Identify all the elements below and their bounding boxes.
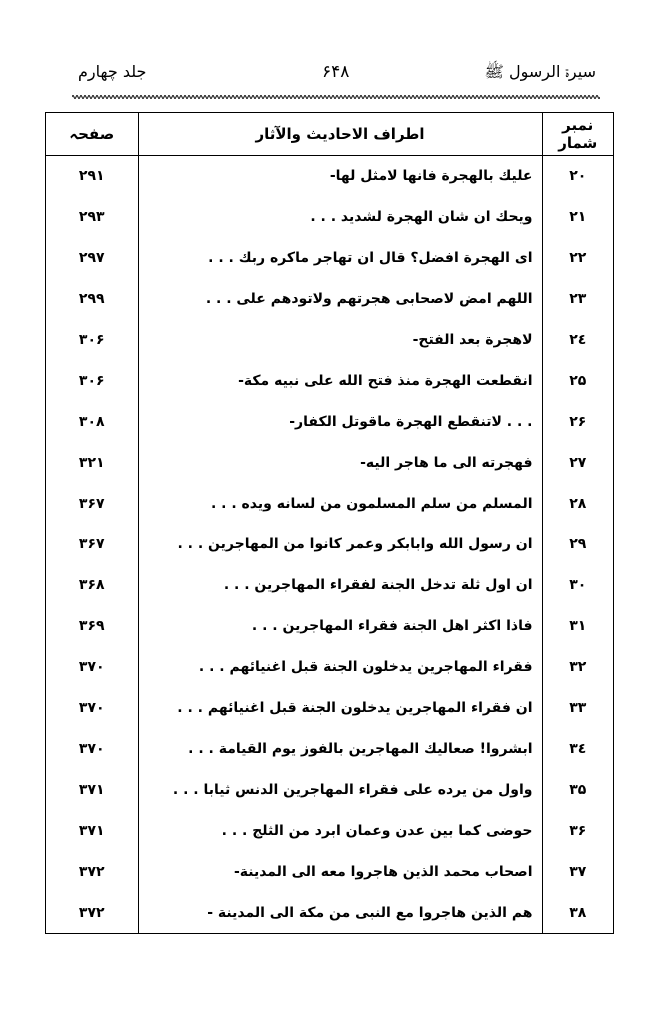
header-wavy-rule [72, 94, 600, 100]
column-header-hadith: اطراف الاحادیث والآثار [138, 113, 542, 156]
row-serial: ۳۶ [542, 810, 613, 851]
table-row [46, 442, 613, 483]
row-page: ۲۹۳ [78, 209, 105, 226]
table-row [46, 524, 613, 565]
row-serial: ۳۵ [542, 769, 613, 810]
row-serial: ۲۰ [542, 156, 613, 197]
row-serial: ۲۸ [542, 483, 613, 524]
row-serial: ۲۶ [542, 401, 613, 442]
row-hadith: حوضی کما بین عدن وعمان ابرد من الثلج . . . [138, 810, 542, 851]
table-row [46, 892, 613, 933]
row-hadith: هم الذین هاجروا مع النبی من مکة الی المدینة - [138, 892, 542, 933]
row-serial: ۲٤ [542, 320, 613, 361]
row-page: ۳۶۹ [78, 618, 105, 635]
row-serial: ۲۵ [542, 360, 613, 401]
row-page: ۳۷۰ [78, 700, 105, 717]
row-page: ۳۶۸ [78, 577, 105, 594]
row-page: ۳۷۲ [78, 863, 105, 880]
table-row [46, 851, 613, 892]
volume-label: جلد چهارم [78, 62, 147, 81]
table-row [46, 320, 613, 361]
table-row [46, 197, 613, 238]
row-serial: ۳٤ [542, 728, 613, 769]
row-page: ۲۹۱ [78, 168, 105, 185]
row-page: ۳۷۰ [78, 740, 105, 757]
row-hadith: علیك بالهجرة فانها لامثل لها- [138, 156, 542, 197]
row-page: ۳۲۱ [78, 454, 105, 471]
row-serial: ۲۱ [542, 197, 613, 238]
running-header [78, 62, 596, 90]
row-page: ۳۰۶ [78, 332, 105, 349]
table-row [46, 565, 613, 606]
page-number: ۶۴۸ [322, 62, 350, 82]
table-row [46, 279, 613, 320]
row-page: ۲۹۷ [78, 250, 105, 267]
row-hadith: لاهجرة بعد الفتح- [138, 320, 542, 361]
column-header-serial: نمبر شمار [542, 113, 613, 156]
row-serial: ۲۲ [542, 238, 613, 279]
row-hadith: فهجرته الی ما هاجر الیه- [138, 442, 542, 483]
row-serial: ۳۳ [542, 688, 613, 729]
table-row [46, 401, 613, 442]
row-hadith: واول من یرده علی فقراء المهاجرین الدنس ثیابا . . . [138, 769, 542, 810]
row-page: ۳۷۰ [78, 659, 105, 676]
table-row [46, 238, 613, 279]
row-hadith: ان فقراء المهاجرین یدخلون الجنة قبل اغنیائهم . . . [138, 688, 542, 729]
table-row [46, 647, 613, 688]
book-title: سیرۃ الرسول ﷺ [484, 62, 596, 81]
table-row [46, 606, 613, 647]
table-row [46, 156, 613, 197]
row-hadith: ابشروا! صعالیك المهاجرین بالفوز یوم القیامة . . . [138, 728, 542, 769]
row-page: ۲۹۹ [78, 291, 105, 308]
row-hadith: . . . لاتنقطع الهجرة ماقوتل الکفار- [138, 401, 542, 442]
row-page: ۳۰۸ [78, 413, 105, 430]
row-page: ۳۷۱ [78, 781, 105, 798]
row-hadith: المسلم من سلم المسلمون من لسانه ویده . . . [138, 483, 542, 524]
row-page: ۳۶۷ [78, 536, 105, 553]
table-row [46, 810, 613, 851]
row-serial: ۲۷ [542, 442, 613, 483]
row-serial: ۳۷ [542, 851, 613, 892]
row-hadith: ان اول ثلة تدخل الجنة لفقراء المهاجرین . . . [138, 565, 542, 606]
column-header-page: صفحہ [46, 113, 138, 156]
table-row [46, 688, 613, 729]
row-page: ۳۷۱ [78, 822, 105, 839]
row-hadith: انقطعت الهجرة منذ فتح الله علی نبیه مکة- [138, 360, 542, 401]
row-serial: ۳۸ [542, 892, 613, 933]
row-serial: ۳۱ [542, 606, 613, 647]
hadith-index-table [45, 112, 614, 934]
row-serial: ۲۳ [542, 279, 613, 320]
table-row [46, 728, 613, 769]
table-header-row [46, 113, 613, 156]
row-hadith: اصحاب محمد الذین هاجروا معه الی المدینة- [138, 851, 542, 892]
row-page: ۳۷۲ [78, 904, 105, 921]
row-page: ۳۰۶ [78, 372, 105, 389]
row-hadith: فقراء المهاجرین یدخلون الجنة قبل اغنیائهم . . . [138, 647, 542, 688]
table-row [46, 483, 613, 524]
row-hadith: ان رسول الله وابابکر وعمر کانوا من المهاجرین . . . [138, 524, 542, 565]
row-serial: ۳۰ [542, 565, 613, 606]
row-serial: ۲۹ [542, 524, 613, 565]
row-hadith: ای الهجرة افضل؟ قال ان تهاجر ماکره ربك . . . [138, 238, 542, 279]
row-hadith: فاذا اکثر اهل الجنة فقراء المهاجرین . . . [138, 606, 542, 647]
row-hadith: اللهم امض لاصحابی هجرتهم ولاتودهم علی . . . [138, 279, 542, 320]
table-row [46, 769, 613, 810]
row-page: ۳۶۷ [78, 495, 105, 512]
row-serial: ۳۲ [542, 647, 613, 688]
table-row [46, 360, 613, 401]
row-hadith: ویحك ان شان الهجرة لشدید . . . [138, 197, 542, 238]
